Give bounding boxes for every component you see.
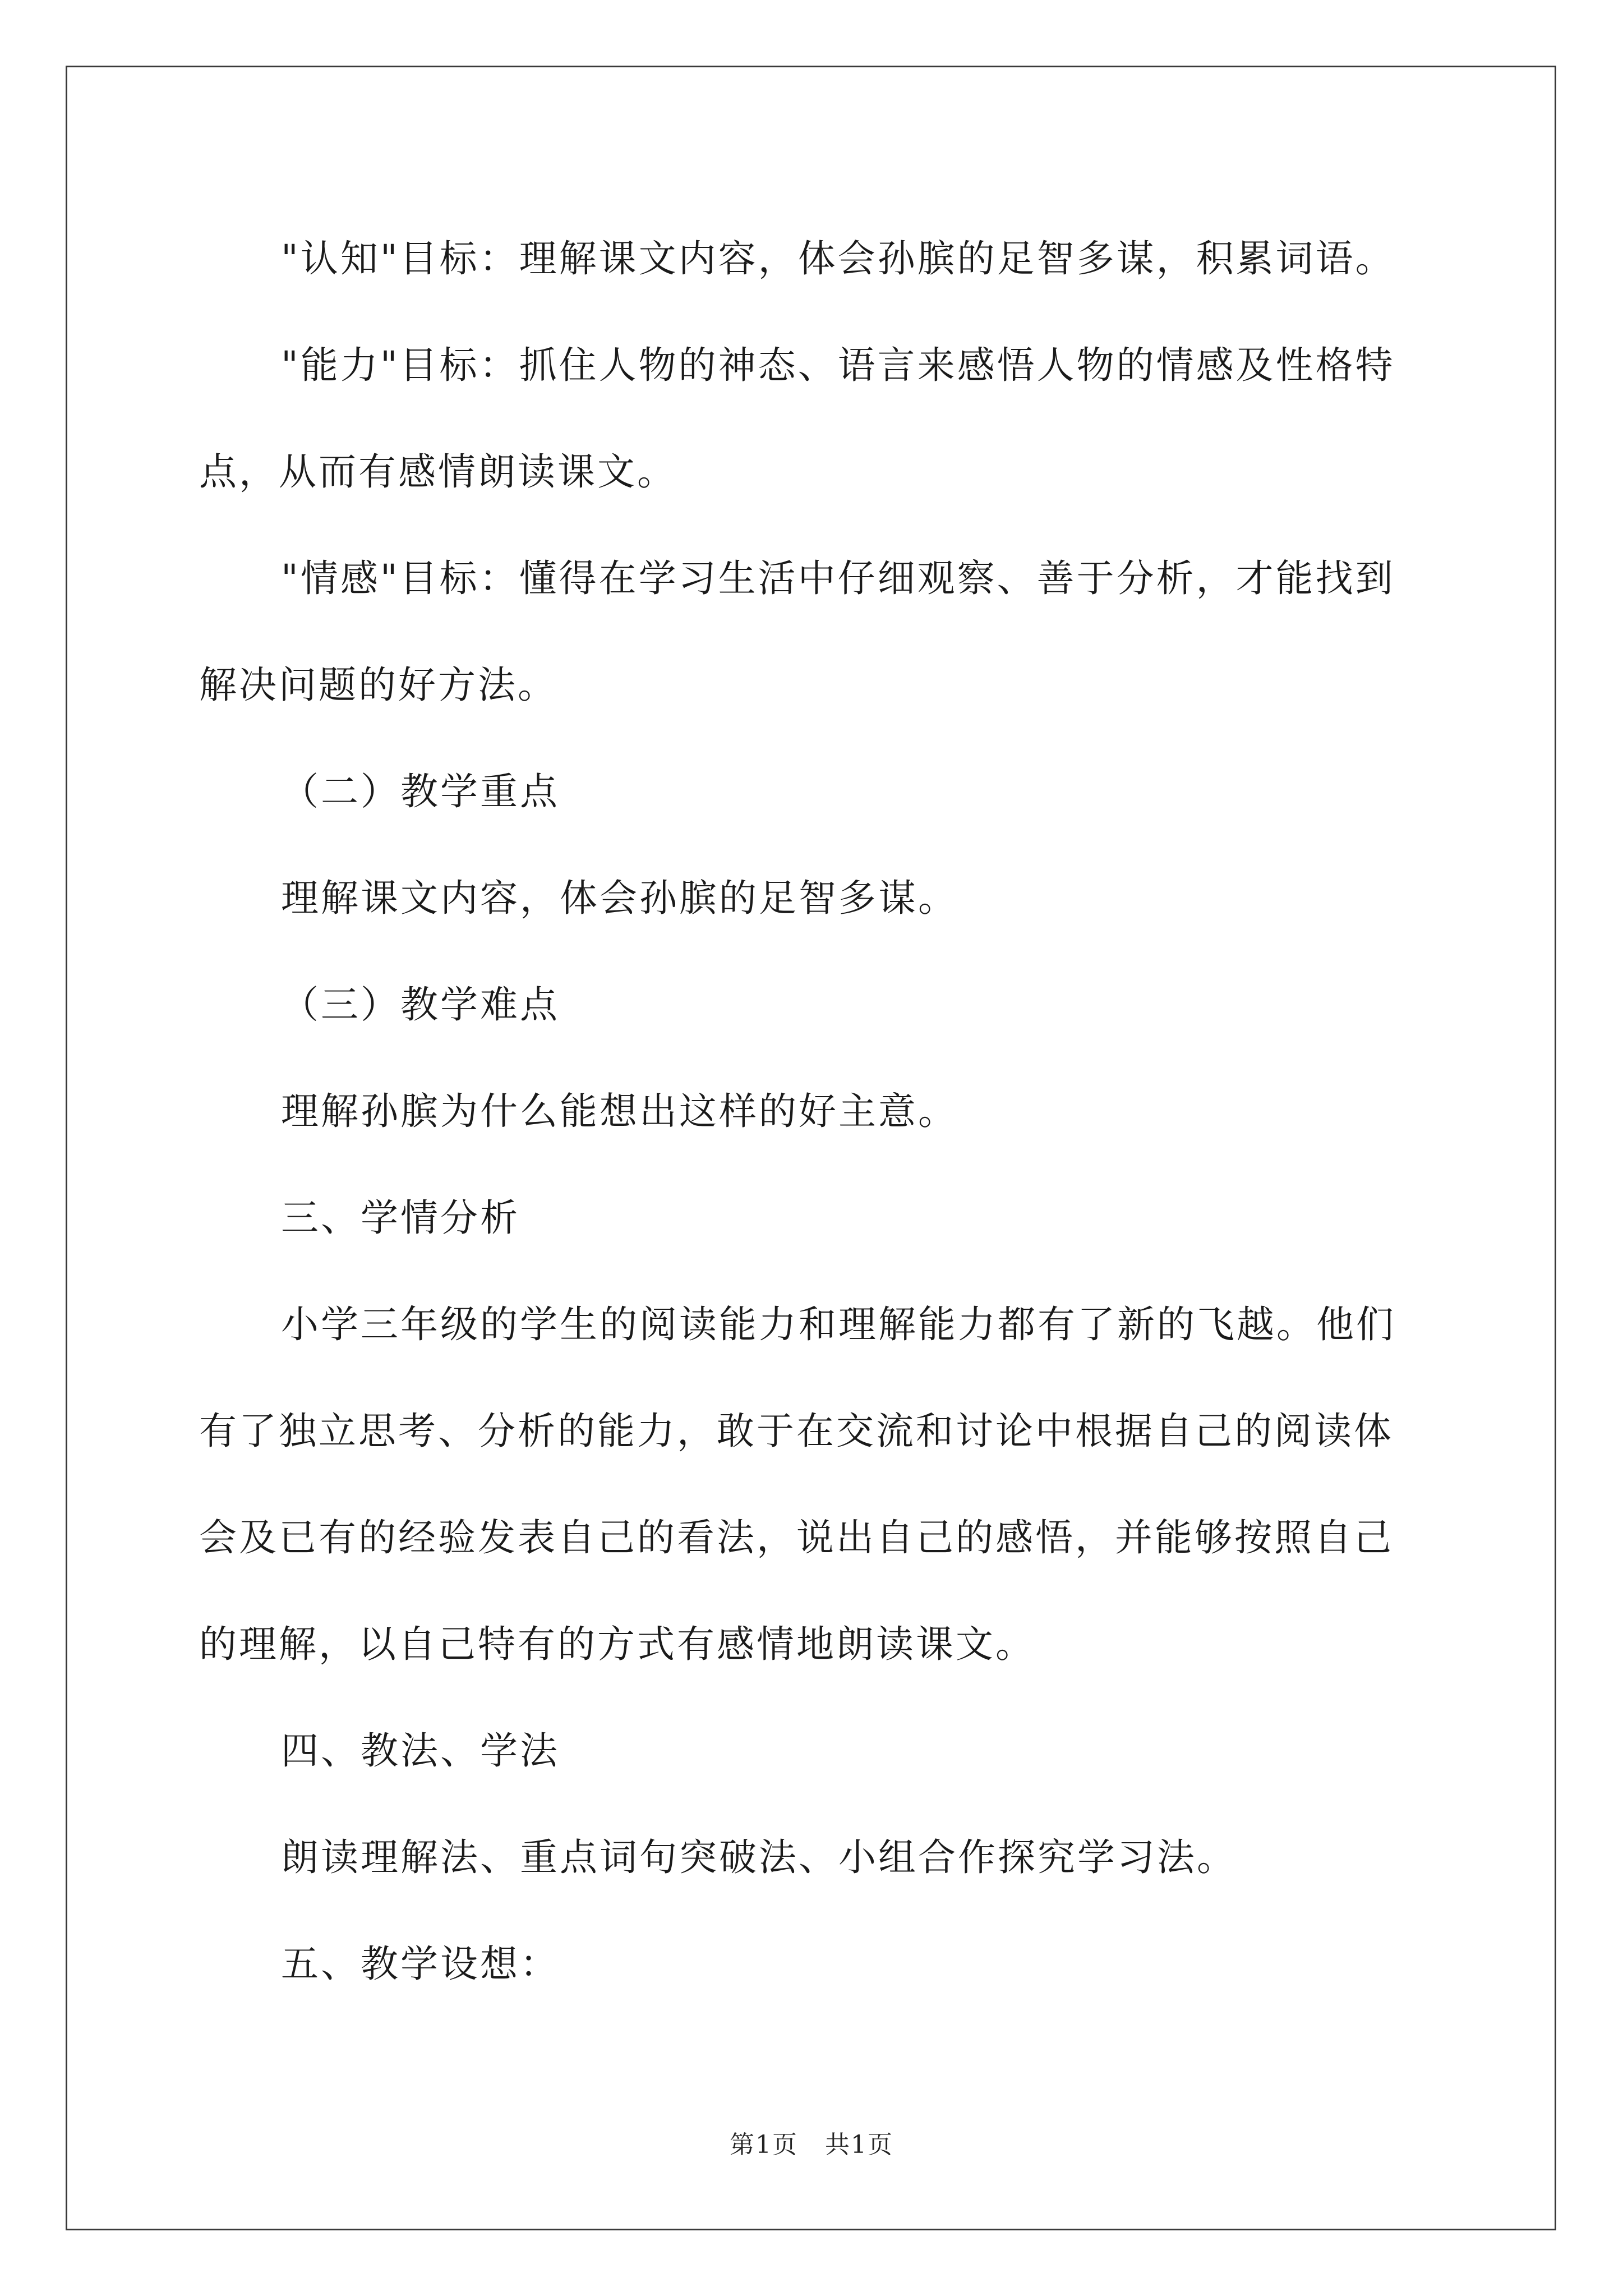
heading-student-analysis: 三、学情分析 <box>281 1196 520 1240</box>
heading-teaching-difficulty: （三）教学难点 <box>281 983 560 1027</box>
heading-teaching-focus: （二）教学重点 <box>281 770 560 813</box>
page-total: 共1页 <box>825 2131 893 2159</box>
paragraph-student-analysis: 小学三年级的学生的阅读能力和理解能力都有了新的飞越。他们有了独立思考、分析的能力，敢于在交流和讨论中根据自己的阅读体会及已有的经验发表自己的看法，说出自己的感悟，并能够按照自己的理解，以自己特有的方式有感情地朗读课文。 <box>199 1303 1396 1666</box>
heading-methods: 四、教法、学法 <box>281 1729 560 1773</box>
paragraph-emotion-goal: "情感"目标：懂得在学习生活中仔细观察、善于分析，才能找到解决问题的好方法。 <box>199 556 1395 707</box>
paragraph-teaching-difficulty: 理解孙膑为什么能想出这样的好主意。 <box>281 1089 958 1133</box>
page-footer <box>0 2124 1623 2160</box>
paragraph-teaching-focus: 理解课文内容，体会孙膑的足智多谋。 <box>281 876 958 920</box>
heading-teaching-design: 五、教学设想： <box>281 1942 560 1986</box>
paragraph-ability-goal: "能力"目标：抓住人物的神态、语言来感悟人物的情感及性格特点，从而有感情朗读课文。 <box>199 343 1395 494</box>
page-number: 第1页 <box>730 2131 798 2159</box>
document-body <box>199 205 1427 2017</box>
paragraph-cognitive-goal: "认知"目标：理解课文内容，体会孙膑的足智多谋，积累词语。 <box>281 237 1395 280</box>
paragraph-methods: 朗读理解法、重点词句突破法、小组合作探究学习法。 <box>281 1835 1237 1879</box>
